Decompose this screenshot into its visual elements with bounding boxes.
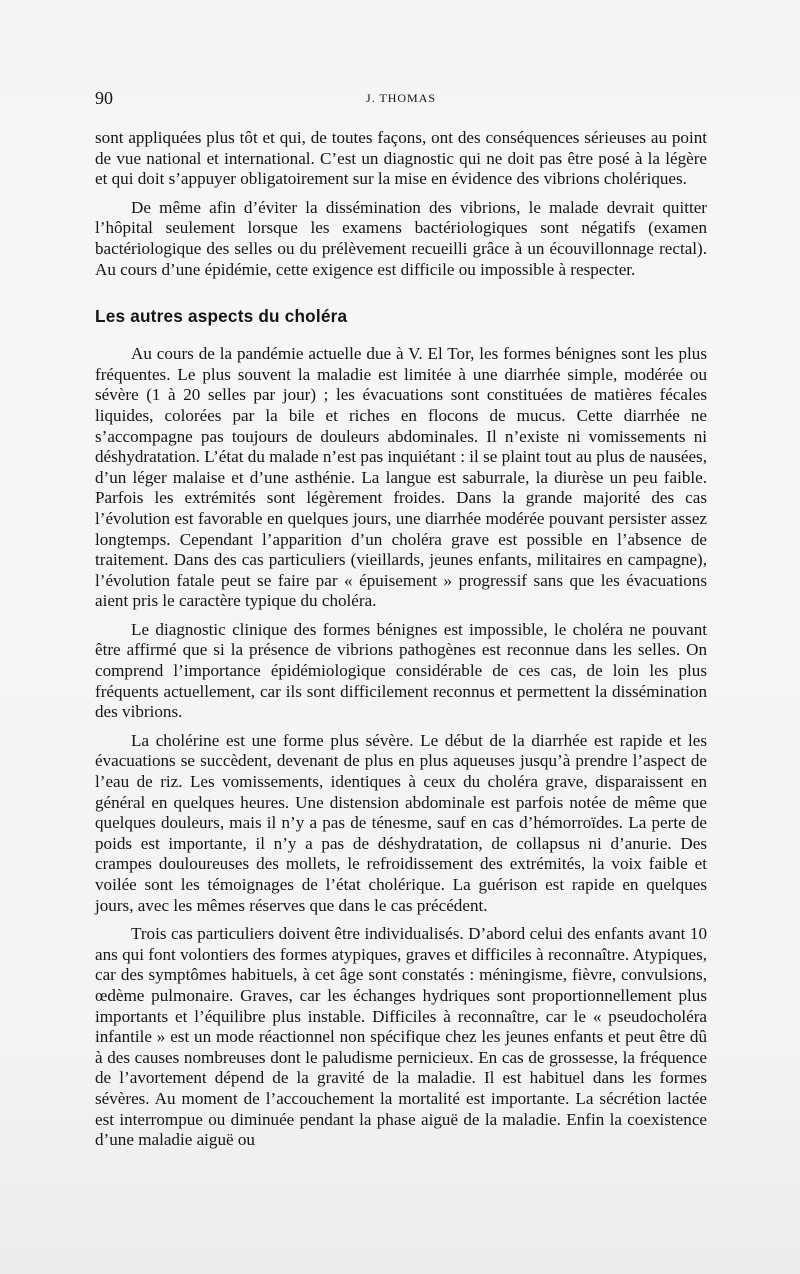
paragraph-3: Au cours de la pandémie actuelle due à V. El Tor, les formes bénignes sont les plus fréquentes. Le plus souvent la maladie est limitée à une diarrhée simple, modérée ou sévère (1 à 20 selles par jour) ; les évacuations sont constituées de matières fécales liquides, colorées par la bile et riches en flocons de mucus. Cette diarrhée ne s’accompagne pas toujours de douleurs abdominales. Il n’existe ni vomissements ni déshydratation. L’état du malade n’est pas inquiétant : il se plaint tout au plus de nausées, d’un léger malaise et d’une asthénie. La langue est saburrale, la diurèse un peu faible. Parfois les extrémités sont légèrement froides. Dans la grande majorité des cas l’évolution est favorable en quelques jours, une diarrhée modérée pouvant persister assez longtemps. Cependant l’apparition d’un choléra grave est possible en l’absence de traitement. Dans des cas particuliers (vieillards, jeunes enfants, militaires en campagne), l’évolution fatale peut se faire par « épuisement » progressif sans que les évacuations aient pris le caractère typique du choléra.: [95, 344, 707, 611]
paragraph-5: La cholérine est une forme plus sévère. Le début de la diarrhée est rapide et les évacuations se succèdent, devenant de plus en plus aqueuses jusqu’à prendre l’aspect de l’eau de riz. Les vomissements, identiques à ceux du choléra grave, disparaissent en général en quelques heures. Une distension abdominale est parfois notée de même que quelques douleurs, mais il n’y a pas de ténesme, sauf en cas d’hémorroïdes. La perte de poids est importante, il n’y a pas de déshydratation, de collapsus ni d’anurie. Des crampes douloureuses des mollets, le refroidissement des extrémités, la voix faible et voilée sont les témoignages de l’état cholérique. La guérison est rapide en quelques jours, avec les mêmes réserves que dans le cas précédent.: [95, 730, 707, 915]
page-number: 90: [95, 88, 113, 108]
page-header: [95, 88, 707, 112]
running-head-author: J. THOMAS: [365, 91, 437, 105]
body-text: [95, 128, 707, 1159]
paragraph-4: Le diagnostic clinique des formes bénignes est impossible, le choléra ne pouvant être affirmé que si la présence de vibrions pathogènes est reconnue dans les selles. On comprend l’importance épidémiologique considérable de ces cas, de loin les plus fréquents actuellement, car ils sont difficilement reconnus et permettent la dissémination des vibrions.: [95, 619, 707, 722]
paragraph-1: sont appliquées plus tôt et qui, de toutes façons, ont des conséquences sérieuses au point de vue national et international. C’est un diagnostic qui ne doit pas être posé à la légère et qui doit s’appuyer obligatoirement sur la mise en évidence des vibrions cholériques.: [95, 128, 707, 189]
section-title: Les autres aspects du choléra: [95, 306, 348, 327]
paragraph-2: De même afin d’éviter la dissémination des vibrions, le malade devrait quitter l’hôpital seulement lorsque les examens bactériologiques sont négatifs (examen bactériologique des selles ou du prélèvement recueilli grâce à un écouvillonnage rectal). Au cours d’une épidémie, cette exigence est difficile ou impossible à respecter.: [95, 197, 707, 279]
paragraph-6: Trois cas particuliers doivent être individualisés. D’abord celui des enfants avant 10 ans qui font volontiers des formes atypiques, graves et difficiles à reconnaître. Atypiques, car des symptômes habituels, à cet âge sont constatés : méningisme, fièvre, convulsions, œdème pulmonaire. Graves, car les échanges hydriques sont proportionnellement plus importants et l’équilibre plus instable. Difficiles à reconnaître, car le « pseudocholéra infantile » est un mode réactionnel non spécifique chez les jeunes enfants et peut être dû à des causes nombreuses dont le paludisme pernicieux. En cas de grossesse, la fréquence de l’avortement dépend de la gravité de la maladie. Il est habituel dans les formes sévères. Au moment de l’accouchement la mortalité est importante. La sécrétion lactée est interrompue ou diminuée pendant la phase aiguë de la maladie. Enfin la coexistence d’une maladie aiguë ou: [95, 924, 707, 1150]
